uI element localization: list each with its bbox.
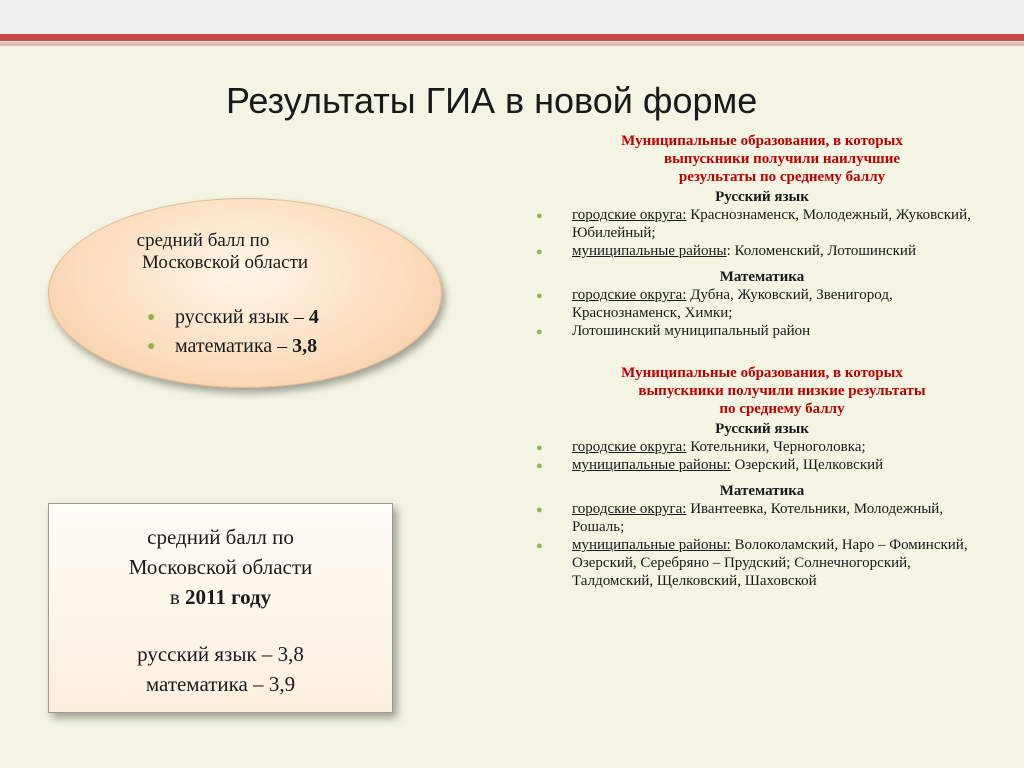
oval-item-label: математика – (175, 335, 293, 357)
list-item (532, 438, 992, 456)
bullet-icon: ● (147, 339, 156, 354)
oval-item-math (147, 332, 319, 361)
list-item (532, 322, 992, 340)
list-item (532, 500, 992, 536)
list-item (532, 536, 992, 590)
list-item-text: Волоколамский, Наро – Фоминский, Озерский, Серебряно – Прудский; Солнечногорский, Талдомский, Щелковский, Шаховской (572, 537, 968, 589)
oval-item-label: русский язык – (175, 306, 309, 328)
box-math-score: математика – 3,9 (145, 672, 296, 696)
list-item-label: муниципальные районы: (572, 457, 731, 473)
list-item-text: Дубна, Жуковский, Звенигород, Краснознаменск, Химки; (572, 287, 893, 321)
list-item (532, 456, 992, 474)
list-item-label: муниципальные районы (572, 243, 727, 259)
list-item-text: Краснознаменск, Молодежный, Жуковский, Юбилейный; (572, 207, 971, 241)
box-year: 2011 году (185, 585, 272, 609)
list-item-label: городские округа: (572, 207, 687, 223)
oval-heading-line2: Московской области (141, 252, 309, 273)
best-results-title (532, 132, 992, 186)
list-item (532, 206, 992, 242)
bullet-icon: ● (536, 246, 543, 258)
bullet-icon: ● (536, 460, 543, 472)
bullet-icon: ● (536, 210, 543, 222)
worst-title-line1: Муниципальные образования, в которых (621, 365, 903, 381)
list-item (532, 242, 992, 260)
list-item-text: Ивантеевка, Котельники, Молодежный, Рошаль; (572, 501, 944, 535)
box-line3 (49, 582, 392, 612)
box-heading (49, 522, 392, 612)
oval-item-value: 4 (308, 306, 319, 328)
bullet-icon: ● (536, 290, 543, 302)
list-item-label: муниципальные районы: (572, 537, 731, 553)
box-russian-score: русский язык – 3,8 (137, 642, 304, 666)
list-item-text: Лотошинский муниципальный район (572, 323, 811, 339)
bullet-icon: ● (536, 540, 543, 552)
oval-heading (49, 230, 441, 274)
slide-title: Результаты ГИА в новой форме (226, 80, 758, 121)
list-item-label: городские округа: (572, 501, 687, 517)
list-item-label: городские округа: (572, 439, 687, 455)
best-title-line3: результаты по среднему баллу (678, 169, 886, 185)
box-line2: Московской области (128, 555, 313, 579)
best-title-line2: выпускники получили наилучшие (663, 151, 900, 167)
bullet-icon: ● (536, 442, 543, 454)
box-line1: средний балл по (147, 525, 294, 549)
score-2011-box (48, 503, 393, 713)
bullet-icon: ● (536, 326, 543, 338)
oval-heading-line1: средний балл по (136, 230, 270, 251)
worst-title-line2: выпускники получили низкие результаты (638, 383, 926, 399)
worst-title-line3: по среднему баллу (719, 401, 845, 417)
box-line3-prefix: в (169, 585, 186, 609)
best-title-line1: Муниципальные образования, в которых (621, 133, 903, 149)
worst-math-header: Математика (719, 483, 805, 499)
top-band (0, 0, 1024, 32)
best-russian-header: Русский язык (715, 189, 809, 205)
list-item-text: Котельники, Черноголовка; (686, 439, 866, 455)
list-item-text: Озерский, Щелковский (730, 457, 884, 473)
best-math-header: Математика (719, 269, 805, 285)
bullet-icon: ● (147, 310, 156, 325)
worst-russian-header: Русский язык (715, 421, 809, 437)
oval-item-russian (147, 303, 319, 332)
municipalities-column (532, 132, 992, 590)
list-item (532, 286, 992, 322)
worst-results-title (532, 364, 992, 418)
list-item-label: городские округа: (572, 287, 687, 303)
list-item-text: : Коломенский, Лотошинский (726, 243, 916, 259)
average-score-oval (48, 198, 442, 388)
oval-score-list (147, 303, 319, 361)
box-values (49, 639, 392, 699)
bullet-icon: ● (536, 504, 543, 516)
top-red-stripe (0, 34, 1024, 41)
top-pink-stripe (0, 42, 1024, 46)
oval-item-value: 3,8 (292, 335, 318, 357)
